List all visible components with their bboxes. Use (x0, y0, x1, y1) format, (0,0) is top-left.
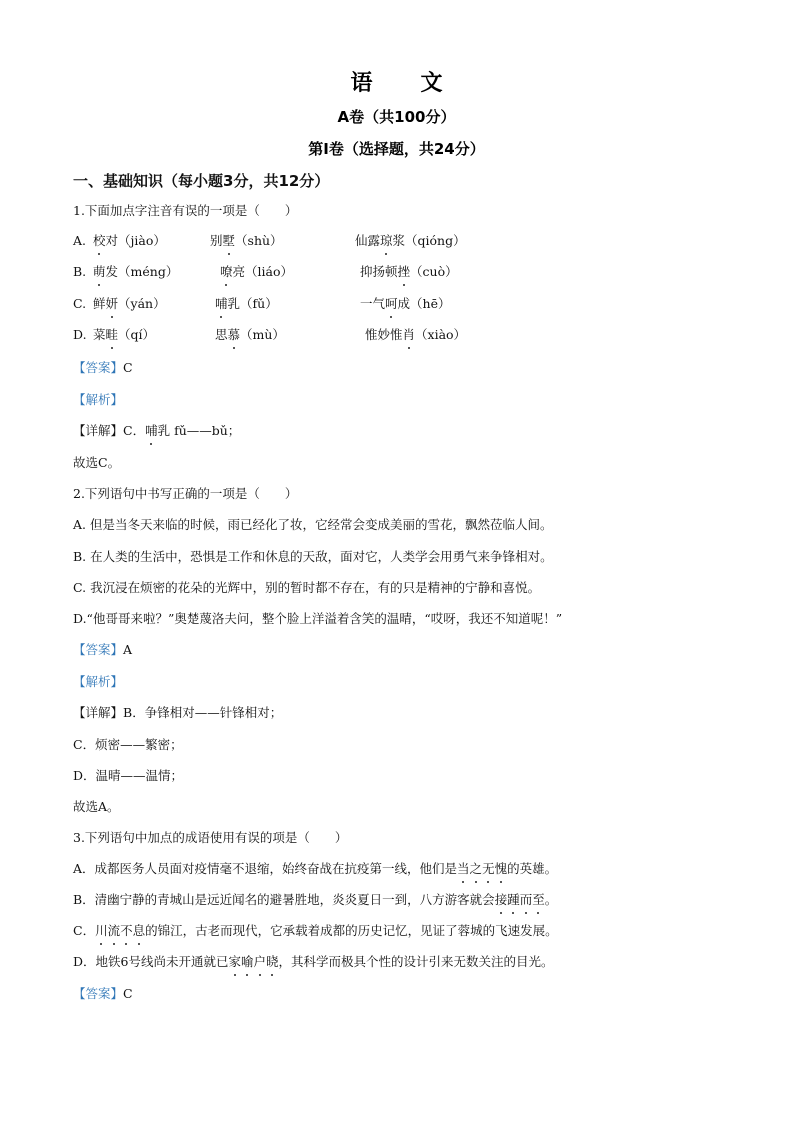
q1-option-c-item2: 哺乳（fǔ） (215, 296, 278, 311)
question-1-stem: 1.下面加点字注音有误的一项是（ ） (73, 203, 298, 218)
answer-tag: 【答案】 (73, 986, 124, 1001)
q3-option-b: B．清幽宁静的青城山是远近闻名的避暑胜地，炎炎夏日一到，八方游客就会接踵而至。 (73, 892, 558, 907)
q1-option-a-item3: 仙露琼浆（qióng） (355, 233, 466, 248)
q2-option-b: B. 在人类的生活中，恐惧是工作和休息的天敌，面对它，人类学会用勇气来争锋相对。 (73, 549, 553, 564)
volume-subtitle: A卷（共100分） (337, 108, 456, 126)
q2-detail-c: C．烦密——繁密； (73, 737, 183, 752)
question-2-stem: 2.下列语句中书写正确的一项是（ ） (73, 486, 298, 501)
q1-option-c-item3: 一气呵成（hē） (360, 296, 451, 311)
q1-option-b-label: B. (73, 264, 87, 279)
q2-detail-d: D．温晴——温情； (73, 768, 184, 783)
q2-detail-b: 【详解】B．争锋相对——针锋相对； (73, 705, 283, 720)
q1-option-a-item1: 校对（jiào） (93, 233, 166, 248)
answer-tag: 【答案】 (73, 360, 124, 375)
page-title (0, 66, 793, 97)
q2-option-d: D.“他哥哥来啦？”奥楚蔑洛夫问，整个脸上洋溢着含笑的温晴，“哎呀，我还不知道呢！” (73, 611, 563, 626)
q1-option-a-item2: 别墅（shù） (210, 233, 283, 248)
q1-option-d-label: D. (73, 327, 87, 342)
q1-option-b-item2: 嘹亮（liáo） (220, 264, 293, 279)
answer-tag: 【答案】 (73, 642, 124, 657)
question-3-stem: 3.下列语句中加点的成语使用有误的项是（ ） (73, 830, 348, 845)
part-heading: 第Ⅰ卷（选择题，共24分） (308, 140, 485, 158)
q1-detail: 【详解】C．哺乳 fǔ——bǔ； (73, 423, 241, 438)
q1-option-c-item1: 鲜妍（yán） (93, 296, 166, 311)
q2-conclusion: 故选A。 (73, 799, 120, 814)
q3-answer: 【答案】C (73, 986, 133, 1001)
q1-conclusion: 故选C。 (73, 455, 121, 470)
q1-answer: 【答案】C (73, 360, 133, 375)
q2-option-c: C. 我沉浸在烦密的花朵的光辉中，别的暂时都不存在，有的只是精神的宁静和喜悦。 (73, 580, 541, 595)
title-char-1: 语 (350, 71, 373, 96)
q1-option-d-item1: 菜畦（qí） (93, 327, 156, 342)
q1-option-c-label: C. (73, 296, 87, 311)
section-heading: 一、基础知识（每小题3分，共12分） (73, 172, 330, 190)
q3-option-a: A．成都医务人员面对疫情毫不退缩，始终奋战在抗疫第一线，他们是当之无愧的英雄。 (73, 861, 558, 876)
q2-answer: 【答案】A (73, 642, 133, 657)
q1-option-a-label: A. (73, 233, 87, 248)
q1-option-b-item3: 抑扬顿挫（cuò） (360, 264, 458, 279)
q3-option-d: D．地铁6号线尚未开通就已家喻户晓，其科学而极具个性的设计引来无数关注的目光。 (73, 954, 554, 969)
q1-analysis-tag: 【解析】 (73, 392, 124, 407)
q1-option-d-item2: 思慕（mù） (215, 327, 285, 342)
q2-option-a: A. 但是当冬天来临的时候，雨已经化了妆，它经常会变成美丽的雪花，飘然莅临人间。 (73, 517, 553, 532)
q1-option-d-item3: 惟妙惟肖（xiào） (365, 327, 467, 342)
q2-analysis-tag: 【解析】 (73, 674, 124, 689)
title-char-2: 文 (420, 71, 443, 96)
q3-option-c: C．川流不息的锦江，古老而现代，它承载着成都的历史记忆，见证了蓉城的飞速发展。 (73, 923, 558, 938)
q1-option-b-item1: 萌发（méng） (93, 264, 179, 279)
